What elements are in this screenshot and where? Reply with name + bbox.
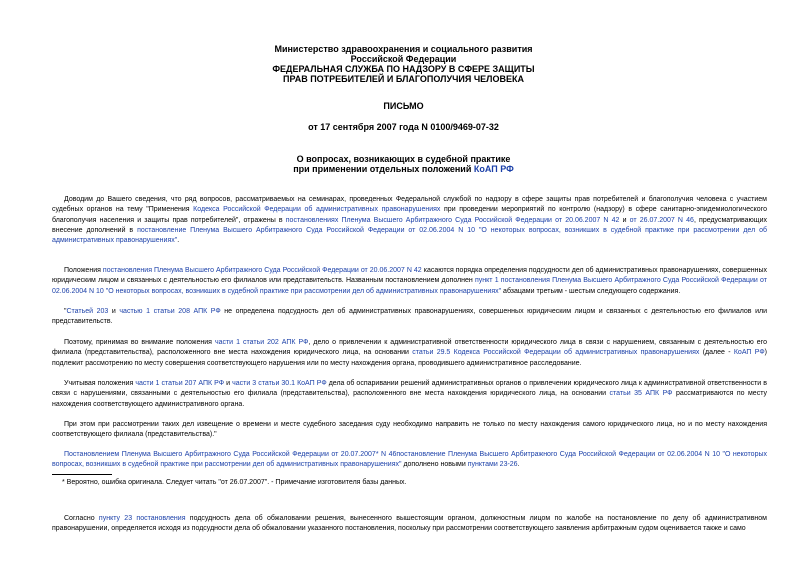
p4-text-2: , дело о привлечении к административной ответственности юридического лица в связи с нарушением, связанным с деятельностью его филиала (представительства), расположенного вне места нахождения юридического лица, на основании [52,339,767,357]
p3-text-3: не определена подсудность дел об административных правонарушениях, совершенных юридическим лицом и связанных с деятельностью его филиалов или представительств. [52,308,767,326]
koap-abbr-link[interactable]: КоАП РФ [733,349,765,357]
p1-text-1: Доводим до Вашего сведения, что ряд вопросов, рассматриваемых на семинарах, проведенных Федеральной службой по надзору в сфере защиты прав потребителей и благополучия человека с участием судебных органов на тему "Применения [52,196,767,214]
issuer-line-2: Российской Федерации [350,54,457,64]
p1-text-2: при проведении мероприятий по контролю (надзору) в сфере санитарно-эпидемиологического благополучия населения и защиты прав потребителей", отражены в [52,206,767,224]
p3-text-1: " [64,308,67,315]
article-202-link[interactable]: части 1 статьи 202 АПК РФ [214,339,309,346]
p4-text-3: (далее - [699,349,734,357]
footnote: * Вероятно, ошибка оригинала. Следует читать "от 26.07.2007". - Примечание изготовителя базы данных. [62,479,407,486]
p1-text-5: . [177,237,180,245]
resolution-10-item1-link[interactable]: пункт 1 постановления Пленума Высшего Арбитражного Суда Российской Федерации от 02.06.2004 N 10 "О некоторых вопросах, возникших в судебной практике при рассмотрении дел об административных правонарушениях" [52,277,767,295]
p5-text-2: и [224,380,233,387]
document-date-number: от 17 сентября 2007 года N 0100/9469-07-32 [308,122,499,132]
p8-text-2: подсудность дела об обжаловании решения, вынесенного вышестоящим органом, должностным лицом по жалобе на постановление по делу об административном правонарушении, определяется исходя из подсудности дела об обжаловании указанного постановления, поскольку при рассмотрении соответствующего заявления арбитражным судом оценивается также и само [52,515,767,533]
article-207-link[interactable]: части 1 статьи 207 АПК РФ [135,380,225,387]
article-35-link[interactable]: статьи 35 АПК РФ [609,390,673,398]
paragraph-3 [52,307,767,328]
paragraph-2 [52,266,767,297]
resolution-10-link-2[interactable]: постановление Пленума Высшего Арбитражного Суда Российской Федерации от 02.06.2004 N 10 "О некоторых вопросах, возникших в судебной практике при рассмотрении дел об административных правонарушениях" [52,451,767,469]
article-30-1-link[interactable]: части 3 статьи 30.1 КоАП РФ [232,380,327,387]
p6-text-1: При этом при рассмотрении таких дел извещение о времени и месте судебного заседания суду необходимо направить не только по месту нахождения самого юридического лица, но и по месту нахождения соответствующего филиала (представительства)." [52,421,767,439]
title-line-1: О вопросах, возникающих в судебной практике [296,154,511,164]
footnote-divider [52,474,112,475]
p1-text-4: , предусматривающих внесение дополнений в [52,216,767,234]
resolution-10-link[interactable]: постановление Пленума Высшего Арбитражного Суда Российской Федерации от 02.06.2004 N 10 "О некоторых вопросах, возникших в судебной практике при рассмотрении дел об административных правонарушениях" [52,226,767,245]
p7-text-2: . [517,461,520,469]
koap-code-link[interactable]: Кодекса Российской Федерации об административных правонарушениях [193,206,441,214]
issuer-line-4: ПРАВ ПОТРЕБИТЕЛЕЙ И БЛАГОПОЛУЧИЯ ЧЕЛОВЕКА [283,74,524,84]
p2-text-1: Положения [64,267,103,274]
article-208-link[interactable]: частью 1 статьи 208 АПК РФ [119,308,221,315]
title-line-2-text: при применении отдельных положений [293,164,474,174]
document-title [0,154,807,174]
resolution-46-link[interactable]: от 26.07.2007 N 46 [629,216,694,224]
resolution-46-link-2[interactable]: Постановлением Пленума Высшего Арбитражного Суда Российской Федерации от 20.07.2007* N 46 [64,451,397,458]
title-line-2 [0,164,807,174]
resolution-42-link[interactable]: постановлениях Пленума Высшего Арбитражного Суда Российской Федерации от 20.06.2007 N 42 [285,216,620,224]
article-203-link[interactable]: Статьей 203 [66,308,109,315]
p4-text-1: Поэтому, принимая во внимание положения [64,339,215,346]
p4-text-4: ) подлежит рассмотрению по месту совершения соответствующего нарушения или по месту нахождения органа, проводившего административное расследование. [52,349,768,367]
p5-text-3: дела об оспаривании решений административных органов о привлечении юридического лица к административной ответственности в связи с нарушениями, связанными с деятельностью его филиала (представительства), расположенного вне места нахождения юридического лица, на основании [52,380,767,398]
paragraph-4 [52,338,767,369]
issuer-line-3: ФЕДЕРАЛЬНАЯ СЛУЖБА ПО НАДЗОРУ В СФЕРЕ ЗАЩИТЫ [272,64,535,74]
resolution-42-link-2[interactable]: постановления Пленума Высшего Арбитражного Суда Российской Федерации от 20.06.2007 N 42 [102,267,422,274]
paragraph-1 [52,195,767,246]
article-29-5-link[interactable]: статьи 29.5 Кодекса Российской Федерации об административных правонарушениях [412,349,700,357]
p2-text-2: касаются порядка определения подсудности дел об административных правонарушениях, совершенных юридическим лицом и связанных с деятельностью его филиалов или представительств. Названным постановлением дополнен [52,267,767,285]
koap-link[interactable]: КоАП РФ [473,164,514,174]
p1-text-3: и [619,216,630,224]
paragraph-8 [52,514,767,535]
items-23-26-link[interactable]: пунктами 23-26 [467,461,518,469]
p3-text-2: и [108,308,120,315]
paragraph-7 [52,450,767,471]
p2-text-3: абзацами третьим - шестым следующего содержания. [501,287,681,295]
issuer-line-1: Министерство здравоохранения и социального развития [274,44,533,54]
p7-text-1: дополнено новыми [401,461,468,469]
paragraph-5 [52,379,767,410]
paragraph-6 [52,420,767,441]
item-23-link[interactable]: пункту 23 постановления [98,515,186,522]
issuer-header [0,44,807,84]
p5-text-4: рассматриваются по месту нахождения соответствующего административного органа. [52,390,767,408]
document-type: ПИСЬМО [383,101,424,111]
p8-text-1: Согласно [64,515,99,522]
p5-text-1: Учитывая положения [64,380,136,387]
